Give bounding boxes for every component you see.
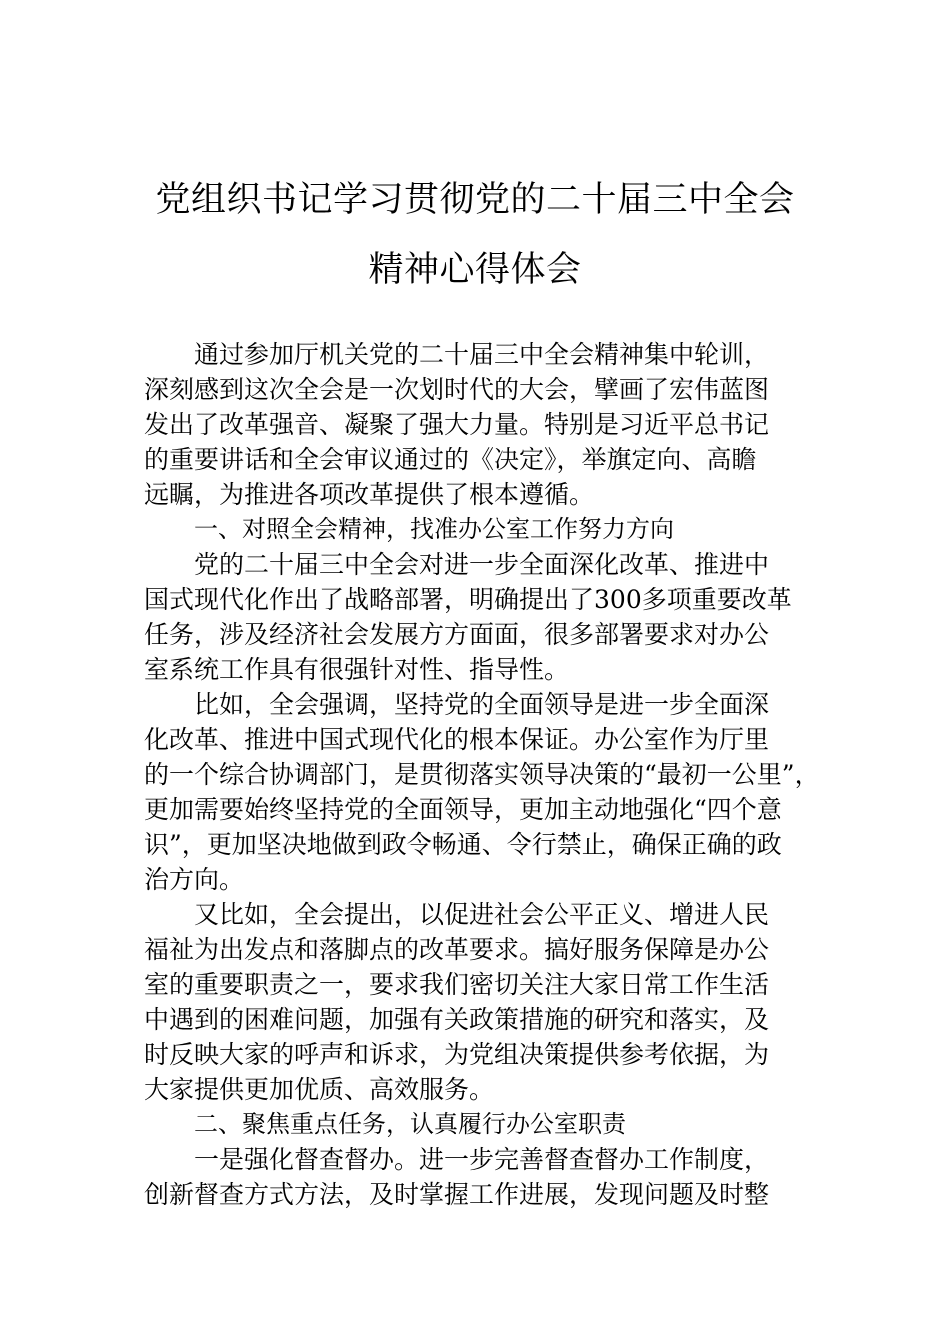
paragraph-line: 一是强化督查督办。进一步完善督查督办工作制度， <box>194 1145 770 1174</box>
document-title-line-2: 精神心得体会 <box>368 250 582 290</box>
document-body <box>144 337 820 1212</box>
paragraph-line: 的一个综合协调部门，是贯彻落实领导决策的“最初一公里”， <box>144 760 820 789</box>
paragraph-line: 发出了改革强音、凝聚了强大力量。特别是习近平总书记 <box>144 410 770 439</box>
paragraph-line: 比如，全会强调，坚持党的全面领导是进一步全面深 <box>194 690 770 719</box>
paragraph-line: 大家提供更加优质、高效服务。 <box>144 1075 495 1104</box>
section-heading-1: 一、对照全会精神，找准办公室工作努力方向 <box>194 515 674 543</box>
paragraph-line: 福祉为出发点和落脚点的改革要求。搞好服务保障是办公 <box>144 935 770 964</box>
paragraph-line: 的重要讲话和全会审议通过的《决定》，举旗定向、高瞻 <box>144 445 757 474</box>
section-heading-2: 二、聚焦重点任务，认真履行办公室职责 <box>194 1110 626 1138</box>
paragraph-line: 党的二十届三中全会对进一步全面深化改革、推进中 <box>194 550 770 579</box>
paragraph-line: 通过参加厅机关党的二十届三中全会精神集中轮训， <box>194 340 770 369</box>
paragraph-line: 时反映大家的呼声和诉求，为党组决策提供参考依据，为 <box>144 1040 770 1069</box>
paragraph-line: 深刻感到这次全会是一次划时代的大会，擘画了宏伟蓝图 <box>144 375 770 404</box>
paragraph-line: 任务，涉及经济社会发展方方面面，很多部署要求对办公 <box>144 620 770 649</box>
paragraph-line: 化改革、推进中国式现代化的根本保证。办公室作为厅里 <box>144 725 770 754</box>
paragraph-line: 国式现代化作出了战略部署，明确提出了300多项重要改革 <box>144 585 792 614</box>
document-title-line-1: 党组织书记学习贯彻党的二十届三中全会 <box>155 180 795 220</box>
paragraph-line: 识”，更加坚决地做到政令畅通、令行禁止，确保正确的政 <box>144 830 782 859</box>
paragraph-line: 室系统工作具有很强针对性、指导性。 <box>144 655 570 684</box>
paragraph-line: 治方向。 <box>144 865 245 894</box>
paragraph-line: 室的重要职责之一，要求我们密切关注大家日常工作生活 <box>144 970 770 999</box>
paragraph-line: 远瞩，为推进各项改革提供了根本遵循。 <box>144 480 595 509</box>
paragraph-line: 更加需要始终坚持党的全面领导，更加主动地强化“四个意 <box>144 795 782 824</box>
paragraph-line: 创新督查方式方法，及时掌握工作进展，发现问题及时整 <box>144 1180 770 1209</box>
paragraph-line: 又比如，全会提出，以促进社会公平正义、增进人民 <box>194 900 770 929</box>
paragraph-line: 中遇到的困难问题，加强有关政策措施的研究和落实，及 <box>144 1005 770 1034</box>
